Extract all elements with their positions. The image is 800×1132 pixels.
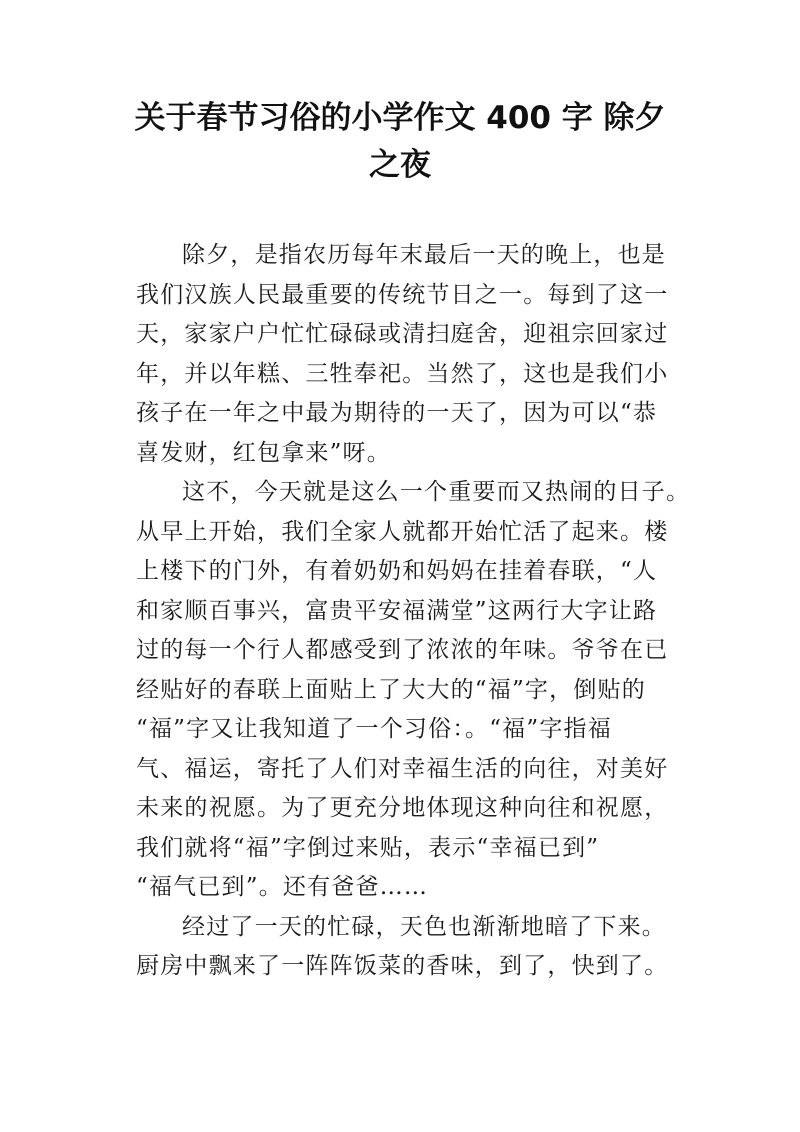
text-line: 经贴好的春联上面贴上了大大的“福”字，倒贴的 [136, 676, 646, 703]
document-title [120, 95, 680, 189]
text-line: 喜发财，红包拿来”呀。 [136, 439, 391, 466]
text-line: 过的每一个行人都感受到了浓浓的年味。爷爷在已 [136, 637, 669, 663]
text-line: 从早上开始，我们全家人就都开始忙活了起来。楼 [136, 518, 669, 545]
text-line: 我们就将“福”字倒过来贴，表示“幸福已到” [136, 834, 600, 861]
text-line: 未来的祝愿。为了更充分地体现这种向往和祝愿， [136, 795, 669, 821]
paragraph-3 [136, 908, 676, 987]
text-line: 气、福运，寄托了人们对幸福生活的向往，对美好 [136, 755, 669, 782]
text-line: 年，并以年糕、三牲奉祀。当然了，这也是我们小 [136, 360, 669, 387]
title-line-1: 关于春节习俗的小学作文 400 字 除夕 [134, 100, 666, 136]
title-line-2: 之夜 [369, 147, 431, 183]
text-line: 这不，今天就是这么一个重要而又热闹的日子。 [182, 479, 691, 505]
paragraph-1 [136, 236, 676, 473]
text-line: “福”字又让我知道了一个习俗：。“福”字指福 [136, 716, 612, 742]
text-line: 经过了一天的忙碌，天色也渐渐地暗了下来。 [182, 913, 666, 940]
paragraph-2 [136, 473, 691, 908]
text-line: 我们汉族人民最重要的传统节日之一。每到了这一 [136, 281, 669, 308]
document-body [136, 236, 691, 987]
text-line: “福气已到”。还有爸爸…… [136, 874, 429, 900]
text-line: 和家顺百事兴，富贵平安福满堂”这两行大字让路 [136, 597, 658, 624]
text-line: 除夕，是指农历每年末最后一天的晚上，也是 [182, 242, 666, 268]
text-line: 厨房中飘来了一阵阵饭菜的香味，到了，快到了。 [136, 953, 669, 979]
text-line: 天，家家户户忙忙碌碌或清扫庭舍，迎祖宗回家过 [136, 321, 669, 347]
text-line: 孩子在一年之中最为期待的一天了，因为可以“恭 [136, 400, 658, 426]
text-line: 上楼下的门外，有着奶奶和妈妈在挂着春联，“人 [136, 558, 658, 584]
